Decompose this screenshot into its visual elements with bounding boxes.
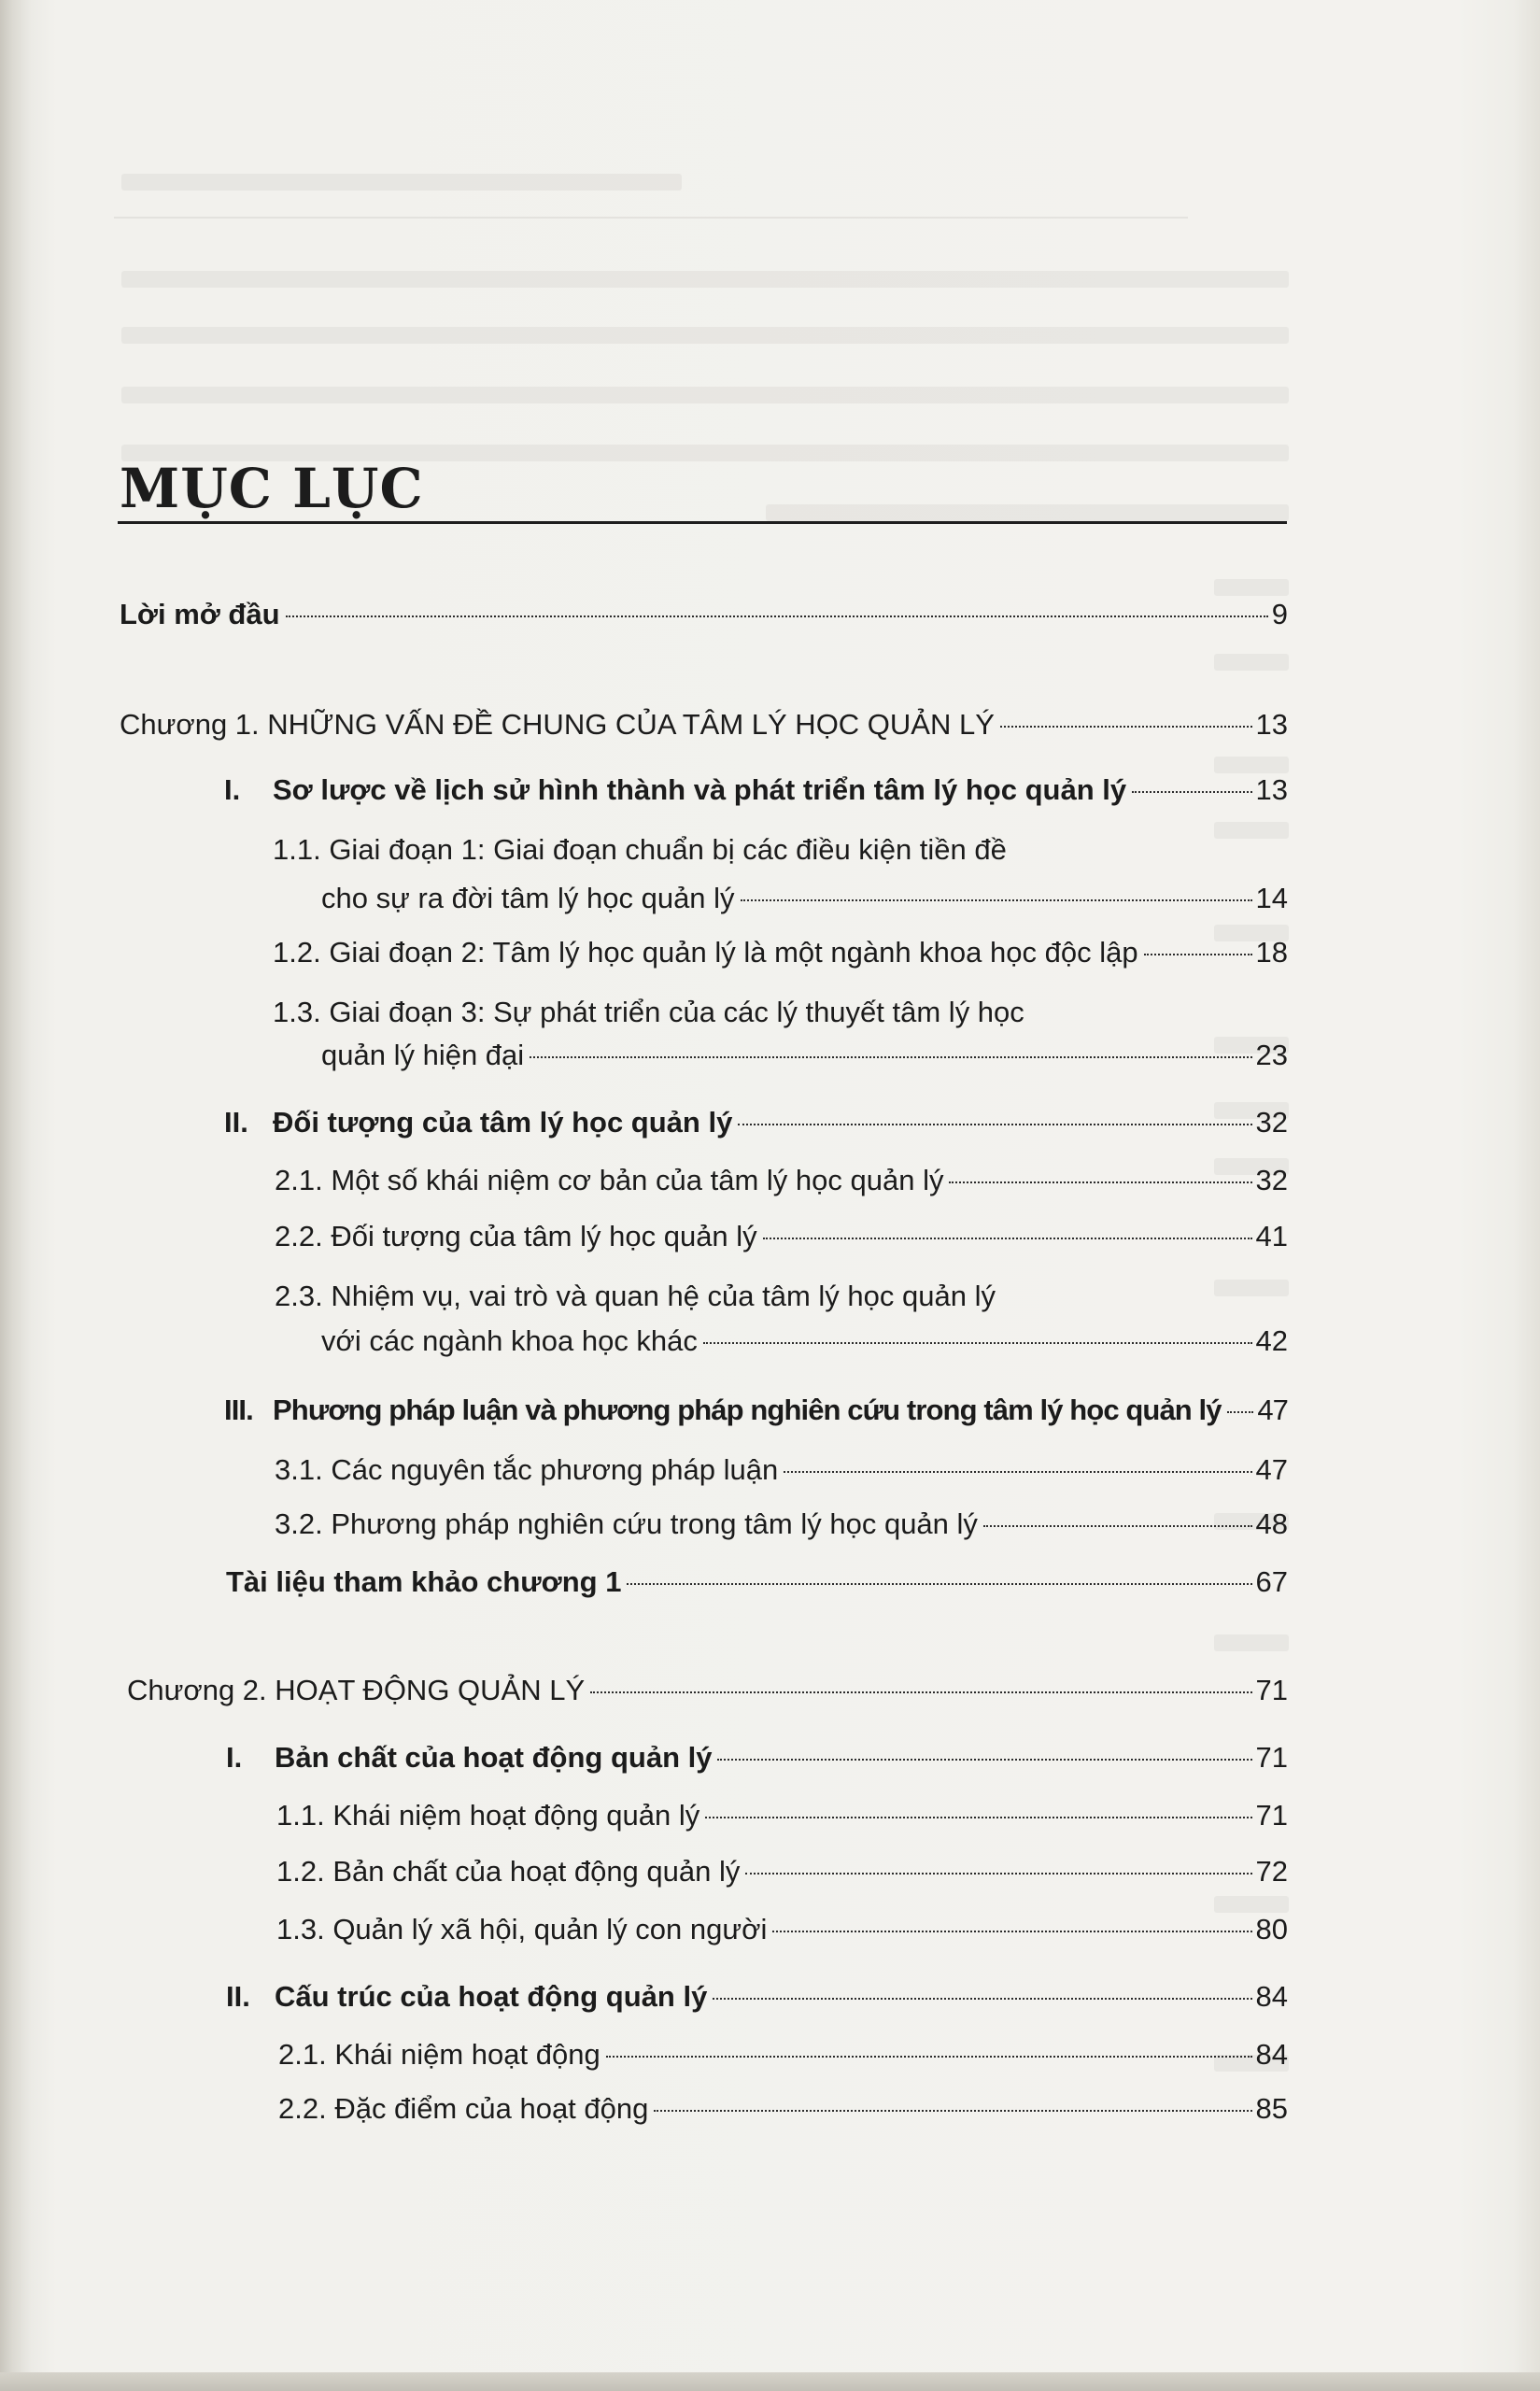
- toc-page-number: 48: [1255, 1507, 1288, 1540]
- toc-page-number: 23: [1255, 1039, 1288, 1071]
- toc-page-number: 14: [1255, 882, 1288, 914]
- toc-entry-ch1-1-1-line1[interactable]: 1.1. Giai đoạn 1: Giai đoạn chuẩn bị các điều kiện tiền đề: [273, 833, 1007, 866]
- toc-label: Chương 1. NHỮNG VẤN ĐỀ CHUNG CỦA TÂM LÝ HỌC QUẢN LÝ: [120, 708, 995, 741]
- dot-leader: [717, 1759, 1251, 1761]
- bleed-through-rule: [114, 217, 1188, 219]
- toc-page-number: 13: [1255, 773, 1288, 806]
- dot-leader: [705, 1817, 1251, 1818]
- toc-page-number: 85: [1255, 2092, 1288, 2125]
- toc-page-number: 9: [1271, 598, 1288, 630]
- toc-label: với các ngành khoa học khác: [321, 1324, 698, 1357]
- toc-label: cho sự ra đời tâm lý học quản lý: [321, 882, 735, 914]
- toc-entry-ch1-section-1[interactable]: [224, 771, 1288, 809]
- toc-entry-chapter-1[interactable]: [120, 706, 1288, 743]
- toc-page-number: 32: [1255, 1106, 1288, 1139]
- dot-leader: [703, 1342, 1252, 1344]
- dot-leader: [713, 1998, 1251, 2000]
- toc-section-number: I.: [226, 1741, 243, 1774]
- bleed-through-mark: [121, 327, 1289, 344]
- page-title: MỤC LỤC: [120, 457, 424, 520]
- toc-entry-ch1-1-3-line1[interactable]: 1.3. Giai đoạn 3: Sự phát triển của các lý thuyết tâm lý học: [273, 996, 1024, 1028]
- toc-page-number: 84: [1255, 2038, 1288, 2071]
- toc-entry-ch1-1-1[interactable]: [321, 880, 1288, 917]
- bleed-through-mark: [121, 387, 1289, 403]
- toc-label: 3.2. Phương pháp nghiên cứu trong tâm lý học quản lý: [275, 1507, 978, 1540]
- toc-label: 1.3. Quản lý xã hội, quản lý con người: [276, 1913, 768, 1945]
- toc-page-number: 18: [1255, 936, 1288, 969]
- dot-leader: [738, 1124, 1251, 1125]
- toc-label: 2.1. Khái niệm hoạt động: [278, 2038, 600, 2071]
- dot-leader: [530, 1056, 1251, 1058]
- bleed-through-mark: [1214, 579, 1289, 596]
- toc-label: Đối tượng của tâm lý học quản lý: [273, 1106, 733, 1139]
- toc-section-number: III.: [224, 1394, 253, 1426]
- toc-entry-ch1-section-3[interactable]: [224, 1392, 1288, 1429]
- dot-leader: [772, 1931, 1251, 1932]
- toc-entry-ch1-section-2[interactable]: [224, 1104, 1288, 1141]
- toc-section-number: II.: [224, 1106, 248, 1139]
- toc-page-number: 47: [1255, 1453, 1288, 1486]
- dot-leader: [606, 2056, 1252, 2058]
- toc-page-number: 72: [1255, 1855, 1288, 1888]
- bleed-through-mark: [766, 504, 1289, 521]
- dot-leader: [1132, 791, 1251, 793]
- toc-entry-ch2-section-1[interactable]: [226, 1739, 1288, 1776]
- toc-entry-ch2-1-1[interactable]: [276, 1797, 1288, 1834]
- toc-entry-ch1-2-1[interactable]: [275, 1162, 1288, 1199]
- dot-leader: [745, 1873, 1251, 1875]
- toc-label: Sơ lược về lịch sử hình thành và phát triển tâm lý học quản lý: [273, 773, 1127, 806]
- toc-entry-ch1-1-3[interactable]: [321, 1037, 1288, 1074]
- toc-label: Chương 2. HOẠT ĐỘNG QUẢN LÝ: [127, 1674, 586, 1706]
- toc-label: 1.2. Bản chất của hoạt động quản lý: [276, 1855, 741, 1888]
- toc-entry-ch2-2-1[interactable]: [278, 2036, 1288, 2073]
- toc-page-number: 67: [1255, 1565, 1288, 1598]
- dot-leader: [763, 1238, 1252, 1239]
- toc-entry-preface[interactable]: [120, 596, 1288, 633]
- toc-entry-ch2-1-3[interactable]: [276, 1911, 1288, 1948]
- toc-label: 1.1. Khái niệm hoạt động quản lý: [276, 1799, 700, 1832]
- dot-leader: [654, 2110, 1251, 2112]
- toc-entry-ch2-1-2[interactable]: [276, 1853, 1288, 1890]
- bleed-through-mark: [1214, 1634, 1289, 1651]
- bleed-through-mark: [121, 174, 682, 191]
- toc-page-number: 71: [1255, 1741, 1288, 1774]
- bleed-through-mark: [121, 271, 1289, 288]
- dot-leader: [784, 1471, 1251, 1473]
- toc-page-number: 32: [1255, 1164, 1288, 1196]
- toc-page-number: 13: [1255, 708, 1288, 741]
- toc-section-number: I.: [224, 773, 241, 806]
- page-bottom-edge: [0, 2372, 1540, 2391]
- toc-entry-ch1-2-3-line1[interactable]: 2.3. Nhiệm vụ, vai trò và quan hệ của tâm lý học quản lý: [275, 1280, 996, 1312]
- toc-label: 1.2. Giai đoạn 2: Tâm lý học quản lý là một ngành khoa học độc lập: [273, 936, 1138, 969]
- toc-entry-ch2-section-2[interactable]: [226, 1978, 1288, 2016]
- toc-page-number: 80: [1255, 1913, 1288, 1945]
- toc-label: Bản chất của hoạt động quản lý: [275, 1741, 713, 1774]
- toc-section-number: II.: [226, 1980, 250, 2013]
- toc-entry-ch1-2-2[interactable]: [275, 1218, 1288, 1255]
- toc-page-number: 71: [1255, 1799, 1288, 1832]
- toc-page-number: 41: [1255, 1220, 1288, 1252]
- dot-leader: [590, 1691, 1251, 1693]
- toc-entry-chapter-2[interactable]: [127, 1672, 1288, 1709]
- toc-label: Lời mở đầu: [120, 598, 280, 630]
- dot-leader: [627, 1583, 1251, 1585]
- toc-page-number: 47: [1257, 1394, 1288, 1426]
- toc-page-number: 42: [1255, 1324, 1288, 1357]
- dot-leader: [286, 615, 1268, 617]
- bleed-through-mark: [1214, 1280, 1289, 1296]
- dot-leader: [1227, 1411, 1254, 1413]
- dot-leader: [983, 1525, 1252, 1527]
- dot-leader: [741, 899, 1252, 901]
- dot-leader: [949, 1181, 1251, 1183]
- toc-entry-ch1-2-3[interactable]: [321, 1323, 1288, 1360]
- dot-leader: [1144, 954, 1252, 955]
- dot-leader: [1000, 726, 1252, 728]
- toc-entry-ch1-3-2[interactable]: [275, 1506, 1288, 1543]
- title-underline: [118, 521, 1287, 524]
- toc-entry-ch1-3-1[interactable]: [275, 1451, 1288, 1489]
- toc-entry-ch1-1-2[interactable]: [273, 934, 1288, 971]
- toc-label: Cấu trúc của hoạt động quản lý: [275, 1980, 708, 2013]
- toc-page-number: 71: [1255, 1674, 1288, 1706]
- toc-label: 3.1. Các nguyên tắc phương pháp luận: [275, 1453, 779, 1486]
- toc-page-number: 84: [1255, 1980, 1288, 2013]
- toc-label: 2.2. Đặc điểm của hoạt động: [278, 2092, 649, 2125]
- toc-entry-ch1-references[interactable]: [226, 1563, 1288, 1601]
- toc-label: Tài liệu tham khảo chương 1: [226, 1565, 622, 1598]
- toc-label: 2.1. Một số khái niệm cơ bản của tâm lý học quản lý: [275, 1164, 944, 1196]
- toc-label: quản lý hiện đại: [321, 1039, 525, 1071]
- bleed-through-mark: [1214, 822, 1289, 839]
- toc-label: Phương pháp luận và phương pháp nghiên cứu trong tâm lý học quản lý: [273, 1394, 1222, 1426]
- toc-entry-ch2-2-2[interactable]: [278, 2090, 1288, 2128]
- bleed-through-mark: [1214, 654, 1289, 671]
- toc-label: 2.2. Đối tượng của tâm lý học quản lý: [275, 1220, 757, 1252]
